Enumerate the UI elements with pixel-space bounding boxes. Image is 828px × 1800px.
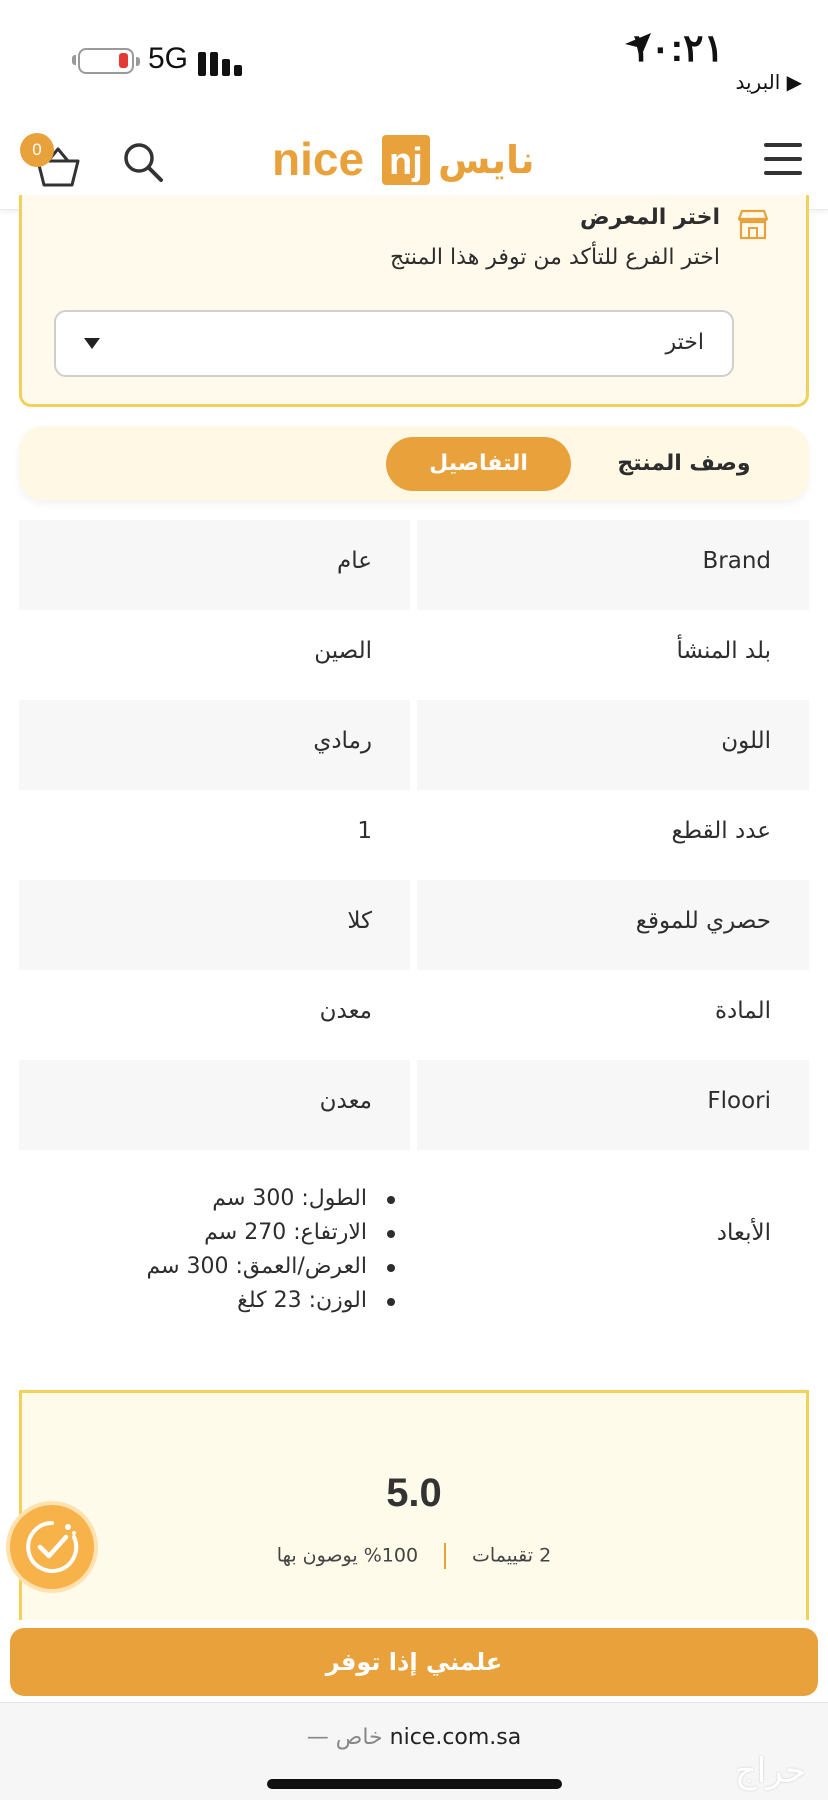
dimensions-list	[146, 1182, 397, 1318]
battery-icon	[78, 48, 134, 74]
table-row	[19, 880, 809, 970]
table-row	[19, 790, 809, 880]
tab-details[interactable]: التفاصيل	[386, 437, 571, 491]
recommend-percentage: 100% يوصون بها	[276, 1544, 419, 1567]
table-row	[19, 520, 809, 610]
cart-button[interactable]	[20, 133, 84, 193]
signal-icon	[198, 46, 244, 76]
watermark-logo: حراج	[734, 1751, 806, 1791]
chevron-down-icon	[84, 338, 100, 349]
spec-value-cell	[19, 1060, 410, 1150]
table-row	[19, 700, 809, 790]
rating-score: 5.0	[386, 1471, 442, 1515]
spec-value: رمادي	[313, 728, 372, 754]
divider	[444, 1543, 446, 1569]
spec-key: Floori	[707, 1088, 771, 1114]
search-icon[interactable]	[120, 139, 166, 185]
store-icon	[736, 207, 770, 241]
site-logo[interactable]	[270, 129, 560, 195]
menu-icon[interactable]	[764, 143, 802, 183]
branch-select-value: اختر	[665, 330, 704, 355]
table-row	[19, 610, 809, 700]
list-item: الوزن: 23 كلغ	[146, 1284, 397, 1318]
tab-product-description[interactable]: وصف المنتج	[617, 451, 751, 476]
home-indicator[interactable]	[267, 1779, 562, 1789]
spec-key-cell	[417, 520, 809, 610]
battery-nub	[72, 55, 76, 65]
table-row	[19, 970, 809, 1060]
spec-value-cell	[19, 790, 410, 880]
spec-value: 1	[357, 818, 372, 844]
notify-when-available-button[interactable]: علمني إذا توفر	[10, 1628, 818, 1696]
spec-key-cell	[417, 700, 809, 790]
private-mode-label: خاص —	[306, 1725, 383, 1750]
spec-key-cell	[417, 1060, 809, 1150]
showroom-title: اختر المعرض	[580, 205, 720, 230]
branch-select[interactable]	[54, 310, 734, 377]
spec-value-cell	[19, 970, 410, 1060]
spec-key: حصري للموقع	[635, 908, 771, 934]
spec-value: معدن	[319, 1088, 372, 1114]
spec-key-cell	[417, 610, 809, 700]
table-row	[19, 1060, 809, 1150]
spec-value: كلا	[347, 908, 372, 934]
dimensions-key: الأبعاد	[716, 1220, 771, 1246]
bottom-action-bar	[0, 1620, 828, 1700]
rewards-badge-icon	[10, 1505, 94, 1589]
dimensions-row	[19, 1150, 809, 1325]
spec-key-cell	[417, 970, 809, 1060]
spec-key-cell	[417, 880, 809, 970]
rating-summary-card	[19, 1390, 809, 1650]
status-bar	[0, 0, 828, 115]
specifications-table	[19, 520, 809, 1325]
spec-value: معدن	[319, 998, 372, 1024]
spec-value-cell	[19, 880, 410, 970]
url-display[interactable]	[0, 1725, 828, 1750]
spec-key: Brand	[702, 548, 771, 574]
showroom-selector-card	[19, 195, 809, 407]
list-item: الطول: 300 سم	[146, 1182, 397, 1216]
list-item: العرض/العمق: 300 سم	[146, 1250, 397, 1284]
spec-value: الصين	[314, 638, 372, 664]
carrier-back-link[interactable]: ▶ البريد	[735, 70, 802, 94]
rating-count: 2 تقييمات	[472, 1544, 552, 1567]
clock: ١٠:٢١	[629, 28, 724, 70]
url-text: nice.com.sa	[389, 1725, 522, 1750]
product-tabs	[19, 426, 809, 500]
logo-latin-text: nice	[272, 133, 365, 185]
svg-text:nj: nj	[389, 141, 423, 183]
rating-meta	[22, 1543, 806, 1569]
spec-value-cell	[19, 520, 410, 610]
logo-mark	[270, 129, 560, 195]
spec-key: اللون	[721, 728, 771, 754]
spec-value-cell	[19, 610, 410, 700]
spec-key-cell	[417, 790, 809, 880]
spec-key: عدد القطع	[671, 818, 771, 844]
spec-key: المادة	[715, 998, 771, 1024]
rewards-floating-button[interactable]	[10, 1505, 94, 1589]
spec-value: عام	[337, 548, 372, 574]
showroom-subtitle: اختر الفرع للتأكد من توفر هذا المنتج	[390, 245, 720, 270]
spec-value-cell	[19, 700, 410, 790]
browser-url-bar[interactable]	[0, 1702, 828, 1800]
battery-level	[119, 53, 128, 68]
list-item: الارتفاع: 270 سم	[146, 1216, 397, 1250]
cart-count-badge: 0	[20, 133, 54, 167]
network-type: 5G	[148, 42, 189, 75]
logo-arabic-text: نايس	[438, 138, 535, 182]
spec-key: بلد المنشأ	[676, 638, 771, 664]
